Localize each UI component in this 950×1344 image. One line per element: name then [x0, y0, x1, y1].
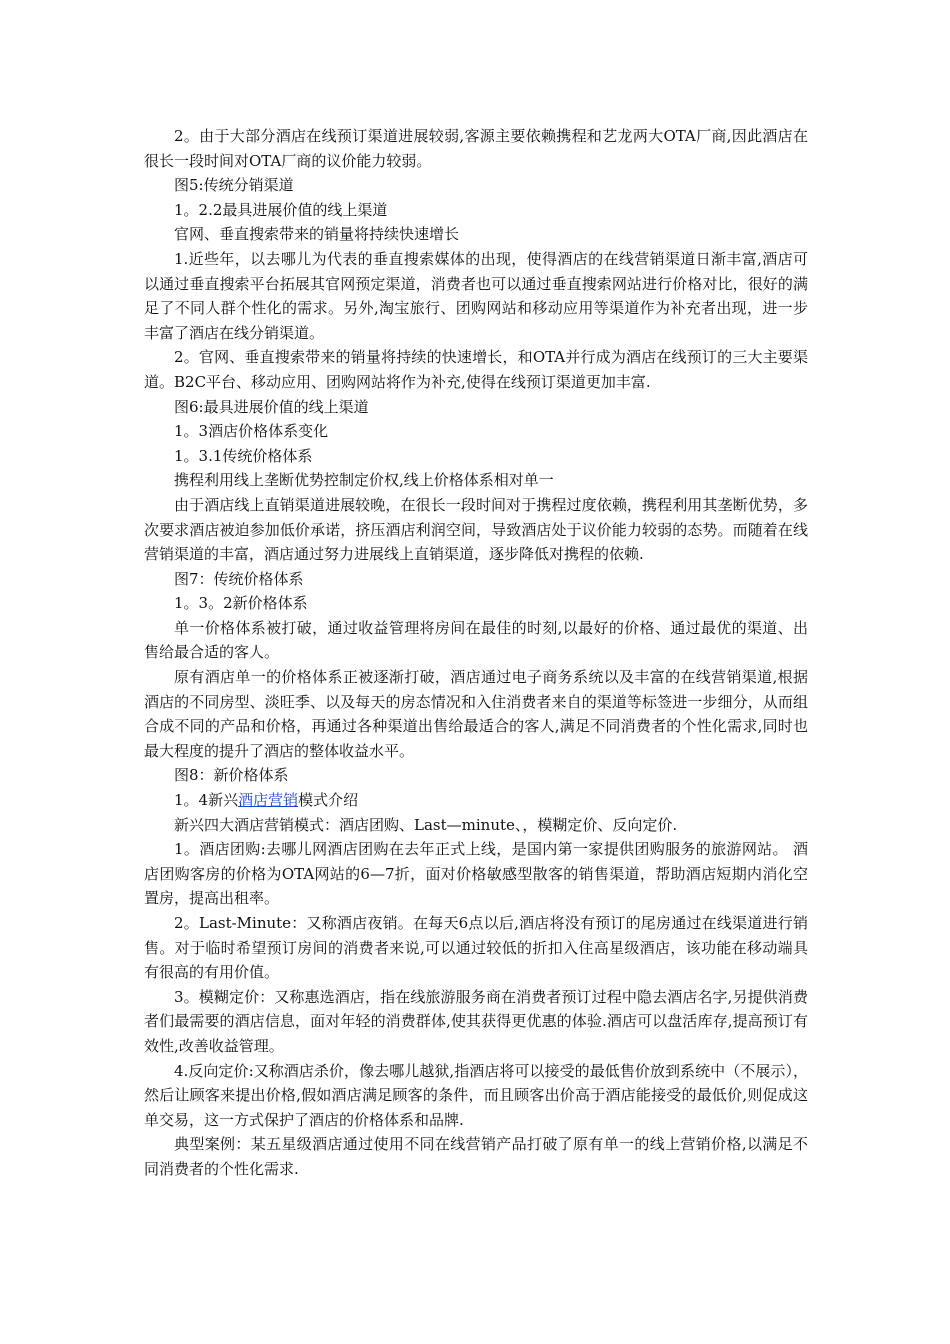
subheading-ctrip-monopoly: 携程利用线上垄断优势控制定价权,线上价格体系相对单一: [174, 471, 554, 490]
section-heading-1-3-1: 1。3.1传统价格体系: [174, 446, 313, 465]
paragraph-three-channels: 2。官网、垂直搜索带来的销量将持续的快速增长，和OTA并行成为酒店在线预订的三大主要渠道。B2C平台、移动应用、团购网站将作为补充,使得在线预订渠道更加丰富.: [144, 348, 808, 391]
section-heading-1-4-prefix: 1。4新兴: [174, 791, 239, 810]
section-heading-1-4-suffix: 模式介绍: [298, 791, 359, 810]
paragraph-last-minute: 2。Last-Minute：又称酒店夜销。在每天6点以后,酒店将没有预订的尾房通过在线渠道进行销售。对于临时希望预订房间的消费者来说,可以通过较低的折扣入住高星级酒店，该功能在移动端具有很高的有用价值。: [144, 914, 808, 982]
subheading-official-vertical-search: 官网、垂直搜索带来的销量将持续快速增长: [174, 225, 460, 244]
figure-caption-8: 图8：新价格体系: [174, 766, 289, 785]
section-heading-1-3-2: 1。3。2新价格体系: [174, 594, 308, 613]
figure-caption-6: 图6:最具进展价值的线上渠道: [174, 397, 369, 416]
document-body: [144, 124, 808, 1182]
paragraph-typical-case: 典型案例：某五星级酒店通过使用不同在线营销产品打破了原有单一的线上营销价格,以满足不同消费者的个性化需求.: [144, 1135, 808, 1178]
paragraph-fuzzy-pricing: 3。模糊定价：又称惠选酒店，指在线旅游服务商在消费者预订过程中隐去酒店名字,另提供消费者们最需要的酒店信息，面对年轻的消费群体,使其获得更优惠的体验.酒店可以盘活库存,提高预订有效性,改善收益管理。: [144, 987, 808, 1055]
hotel-marketing-link[interactable]: 酒店营销: [238, 791, 299, 810]
paragraph-group-buying: 1。酒店团购:去哪儿网酒店团购在去年正式上线，是国内第一家提供团购服务的旅游网站。 酒店团购客房的价格为OTA网站的6—7折，面对价格敏感型散客的销售渠道，帮助酒店短期内消化空置房，提高出租率。: [144, 840, 808, 908]
paragraph-ctrip-dependence: 由于酒店线上直销渠道进展较晚，在很长一段时间对于携程过度依赖，携程利用其垄断优势，多次要求酒店被迫参加低价承诺，挤压酒店利润空间，导致酒店处于议价能力较弱的态势。而随着在线营销渠道的丰富，酒店通过努力进展线上直销渠道，逐步降低对携程的依赖.: [144, 495, 808, 564]
figure-caption-7: 图7：传统价格体系: [174, 569, 304, 588]
paragraph-ota-bargaining: 2。由于大部分酒店在线预订渠道进展较弱,客源主要依赖携程和艺龙两大OTA厂商,因此酒店在很长一段时间对OTA厂商的议价能力较弱。: [144, 127, 808, 170]
paragraph-new-price-system: 原有酒店单一的价格体系正被逐渐打破，酒店通过电子商务系统以及丰富的在线营销渠道,根据酒店的不同房型、淡旺季、以及每天的房态情况和入住消费者来自的渠道等标签进一步细分，从而组合成不同的产品和价格，再通过各种渠道出售给最适合的客人,满足不同消费者的个性化需求,同时也最大程度的提升了酒店的整体收益水平。: [144, 668, 808, 760]
section-heading-1-4: [144, 788, 808, 813]
section-heading-1-3: 1。3酒店价格体系变化: [174, 422, 329, 441]
paragraph-revenue-management: 单一价格体系被打破，通过收益管理将房间在最佳的时刻,以最好的价格、通过最优的渠道、出售给最合适的客人。: [144, 618, 808, 662]
figure-caption-5: 图5:传统分销渠道: [174, 176, 294, 195]
paragraph-reverse-pricing: 4.反向定价:又称酒店杀价，像去哪儿越狱,指酒店将可以接受的最低售价放到系统中（不展示），然后让顾客来提出价格,假如酒店满足顾客的条件，而且顾客出价高于酒店能接受的最低价,则促成这单交易，这一方式保护了酒店的价格体系和品牌.: [144, 1061, 808, 1129]
paragraph-vertical-search: 1.近些年，以去哪儿为代表的垂直搜索媒体的出现，使得酒店的在线营销渠道日渐丰富,酒店可以通过垂直搜索平台拓展其官网预定渠道，消费者也可以通过垂直搜索网站进行价格对比，很好的满足了不同人群个性化的需求。另外,淘宝旅行、团购网站和移动应用等渠道作为补充者出现，进一步丰富了酒店在线分销渠道。: [144, 249, 808, 342]
section-heading-1-2-2: 1。2.2最具进展价值的线上渠道: [174, 200, 388, 219]
paragraph-four-modes: 新兴四大酒店营销模式：酒店团购、Last—minute、，模糊定价、反向定价.: [174, 815, 678, 834]
